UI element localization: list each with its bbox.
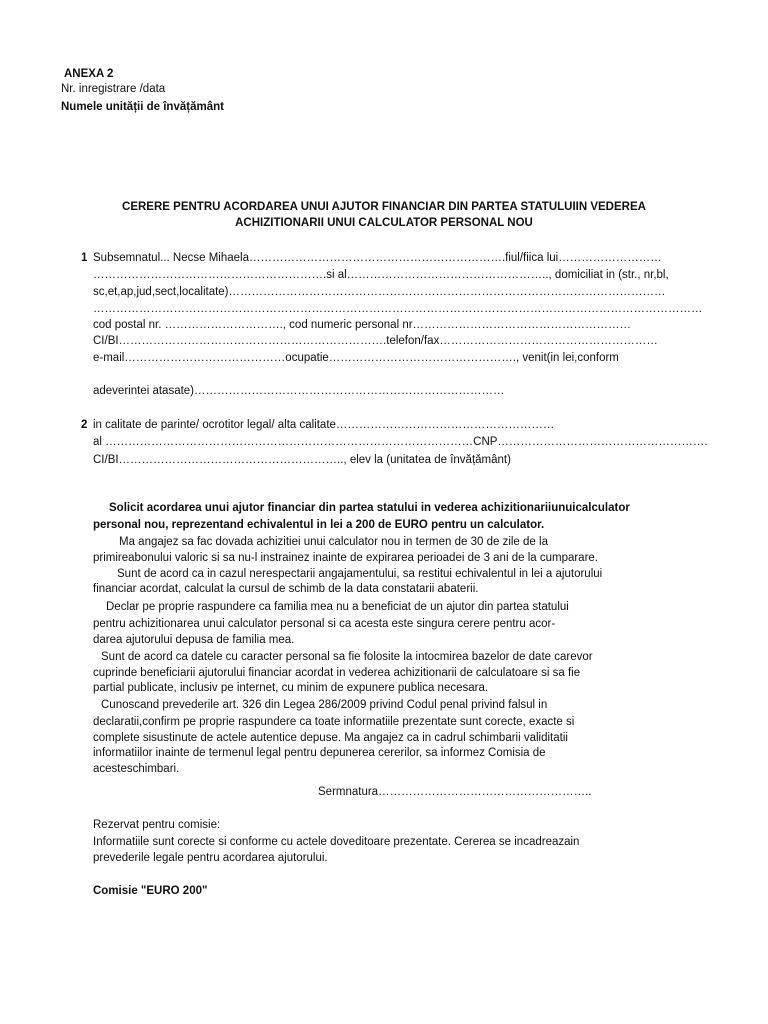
section-2-line: CI/BI………………………………………………….., elev la (unitatea de învățământ) xyxy=(93,454,511,466)
request-statement-line-2: personal nou, reprezentand echivalentul in lei a 200 de EURO pentru un calculator. xyxy=(93,519,545,531)
legal-paragraph-line: Cunoscand prevederile art. 326 din Legea 286/2009 privind Codul penal privind falsul in xyxy=(101,699,548,711)
commitment-paragraph-line: primireabonului valoric si sa nu-l instrainez inainte de expirarea perioadei de 3 ani de la cumparare. xyxy=(93,552,599,564)
section-1-line: CI/BI…………………………………………………………….telefon/fax………………………………………………… xyxy=(93,335,658,347)
annex-label: ANEXA 2 xyxy=(64,68,114,80)
declaration-paragraph-line: Declar pe proprie raspundere ca familia mea nu a beneficiat de un ajutor din partea statului xyxy=(106,601,569,613)
section-1-number: 1 xyxy=(81,252,88,264)
personal-data-paragraph-line: partial publicate, inclusiv pe internet, cu minim de expunere publica necesara. xyxy=(93,682,489,694)
section-1-line: …………………………………………………….si al…………………………………………….., domiciliat in (str., nr,bl, xyxy=(93,269,669,281)
legal-paragraph-line: informatiilor inainte de termenul legal pentru depunerea cererilor, sa informez Comisia de xyxy=(93,747,546,759)
section-1-line: adeverintei atasate)……………………………………………………………………… xyxy=(93,385,505,397)
legal-paragraph-line: complete sisustinute de actele autentice depuse. Ma angajez ca in cadrul schimbarii validitatii xyxy=(93,732,568,744)
section-1-line: …………………………………………………………………………………………………………………………………………… xyxy=(93,303,703,315)
legal-paragraph-line: declaratii,confirm pe proprie raspundere ca toate informatiile prezentate sunt corecte, exacte si xyxy=(93,716,575,728)
section-1-line: Subsemnatul... Necse Mihaela………………………………………………………….fiul/fiica lui……………………… xyxy=(93,252,662,264)
commission-name: Comisie "EURO 200" xyxy=(93,885,208,897)
registration-number-label: Nr. inregistrare /data xyxy=(61,83,166,95)
document-title-line-1: CERERE PENTRU ACORDAREA UNUI AJUTOR FINANCIAR DIN PARTEA STATULUIIN VEDEREA xyxy=(122,201,646,213)
commission-statement-line: prevederile legale pentru acordarea ajutorului. xyxy=(93,852,328,864)
school-name-label: Numele unității de învățământ xyxy=(61,101,224,113)
personal-data-paragraph-line: cuprinde beneficiarii ajutorului financiar acordat in vederea achizitionarii de calculatoare si sa fie xyxy=(93,667,581,679)
legal-paragraph-line: acesteschimbari. xyxy=(93,763,180,775)
declaration-paragraph-line: pentru achizitionarea unui calculator personal si ca acesta este singura cerere pentru acor- xyxy=(93,618,556,630)
request-statement-line-1: Solicit acordarea unui ajutor financiar din partea statului in vederea achizitionariiunuicalculator xyxy=(109,502,630,514)
restitution-paragraph-line: financiar acordat, calculat la cursul de schimb de la data constatarii abaterii. xyxy=(93,583,479,595)
restitution-paragraph-line: Sunt de acord ca in cazul nerespectarii angajamentului, sa restitui echivalentul in lei a ajutorului xyxy=(117,568,603,580)
commission-statement-line: Informatiile sunt corecte si conforme cu actele doveditoare prezentate. Cererea se incadreazain xyxy=(93,836,580,848)
section-2-number: 2 xyxy=(81,419,88,431)
document-title-line-2: ACHIZITIONARII UNUI CALCULATOR PERSONAL NOU xyxy=(235,217,533,229)
section-1-line: e-mail……………………………………ocupatie…………………………………………., venit(in lei,conform xyxy=(93,352,619,364)
commitment-paragraph-line: Ma angajez sa fac dovada achizitiei unui calculator nou in termen de 30 de zile de la xyxy=(119,536,548,548)
signature-line: Sermnatura……………………………………………….. xyxy=(318,786,592,798)
section-1-line: cod postal nr. …………………………., cod numeric personal nr………………………………………………… xyxy=(93,319,632,331)
commission-reserved-label: Rezervat pentru comisie: xyxy=(93,819,221,831)
personal-data-paragraph-line: Sunt de acord ca datele cu caracter personal sa fie folosite la intocmirea bazelor de date carevor xyxy=(101,651,593,663)
declaration-paragraph-line: darea ajutorului depusa de familia mea. xyxy=(93,634,295,646)
section-2-line: in calitate de parinte/ ocrotitor legal/ alta calitate………………………………………………… xyxy=(93,419,555,431)
section-1-line: sc,et,ap,jud,sect,localitate)…………………………………………………………………………………………………… xyxy=(93,286,666,298)
section-2-line: al ……………………………………………………………………………………CNP………………………………………………. xyxy=(93,436,708,448)
